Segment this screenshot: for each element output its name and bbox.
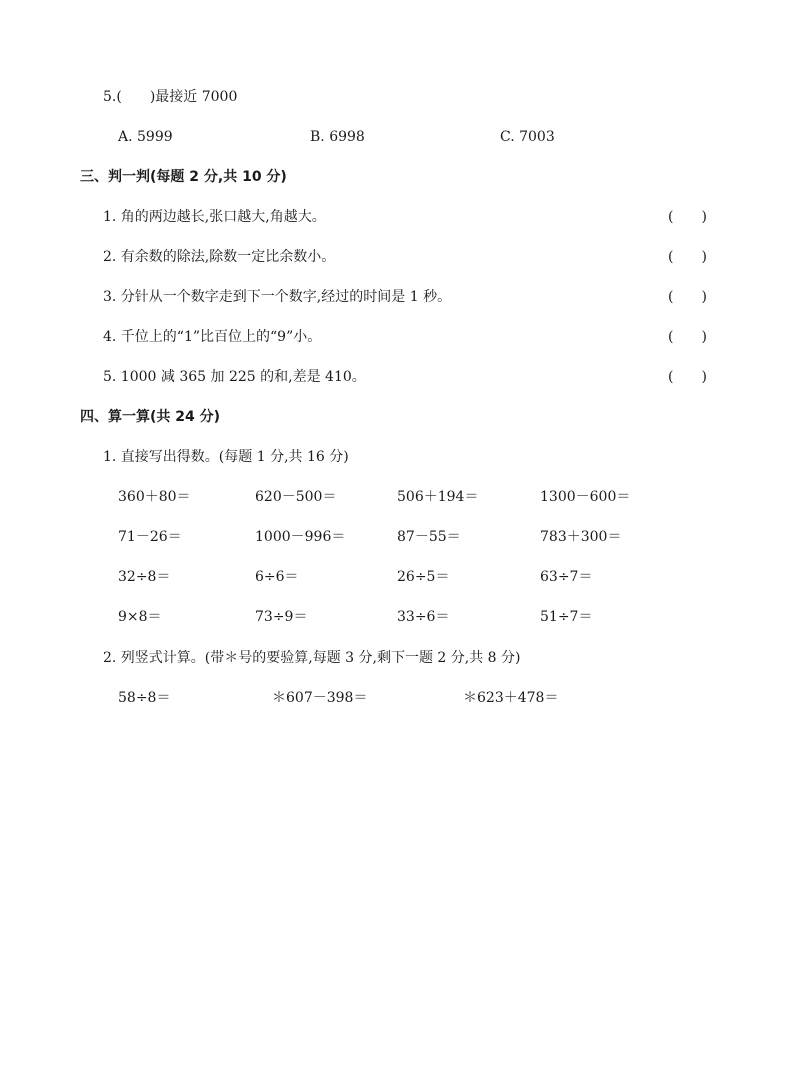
oral-calc-item: 506＋194＝: [397, 489, 479, 505]
judge-item-4: 4. 千位上的“1”比百位上的“9”小。: [103, 329, 322, 345]
section3-title: 三、判一判(每题 2 分,共 10 分): [80, 169, 287, 185]
oral-calc-item: 32÷8＝: [118, 569, 171, 585]
oral-calc-item: 1000－996＝: [255, 529, 346, 545]
vertical-calc-item: 58÷8＝: [118, 690, 171, 706]
q5-option-c: C. 7003: [500, 129, 555, 145]
oral-calc-title: 1. 直接写出得数。(每题 1 分,共 16 分): [103, 449, 349, 465]
vertical-calc-title: 2. 列竖式计算。(带＊号的要验算,每题 3 分,剩下一题 2 分,共 8 分): [103, 650, 521, 666]
oral-calc-item: 33÷6＝: [397, 609, 450, 625]
judge-item-3: 3. 分针从一个数字走到下一个数字,经过的时间是 1 秒。: [103, 289, 452, 305]
judge-item-5: 5. 1000 减 365 加 225 的和,差是 410。: [103, 369, 366, 385]
vertical-calc-item: ＊607－398＝: [272, 690, 368, 706]
q5-option-b: B. 6998: [310, 129, 365, 145]
judge-answer-blank-1[interactable]: ( ): [668, 209, 707, 225]
oral-calc-item: 6÷6＝: [255, 569, 299, 585]
section4-title: 四、算一算(共 24 分): [80, 409, 221, 425]
oral-calc-item: 73÷9＝: [255, 609, 308, 625]
oral-calc-item: 26÷5＝: [397, 569, 450, 585]
oral-calc-item: 51÷7＝: [540, 609, 593, 625]
oral-calc-item: 9×8＝: [118, 609, 162, 625]
judge-item-2: 2. 有余数的除法,除数一定比余数小。: [103, 249, 336, 265]
judge-answer-blank-5[interactable]: ( ): [668, 369, 707, 385]
q5-stem: 5.( )最接近 7000: [103, 89, 238, 105]
oral-calc-item: 63÷7＝: [540, 569, 593, 585]
oral-calc-item: 620－500＝: [255, 489, 337, 505]
judge-item-1: 1. 角的两边越长,张口越大,角越大。: [103, 209, 326, 225]
judge-answer-blank-3[interactable]: ( ): [668, 289, 707, 305]
oral-calc-item: 1300－600＝: [540, 489, 631, 505]
q5-option-a: A. 5999: [118, 129, 173, 145]
oral-calc-item: 783＋300＝: [540, 529, 622, 545]
judge-answer-blank-4[interactable]: ( ): [668, 329, 707, 345]
oral-calc-item: 87－55＝: [397, 529, 461, 545]
oral-calc-item: 360＋80＝: [118, 489, 191, 505]
oral-calc-item: 71－26＝: [118, 529, 182, 545]
judge-answer-blank-2[interactable]: ( ): [668, 249, 707, 265]
vertical-calc-item: ＊623＋478＝: [463, 690, 559, 706]
